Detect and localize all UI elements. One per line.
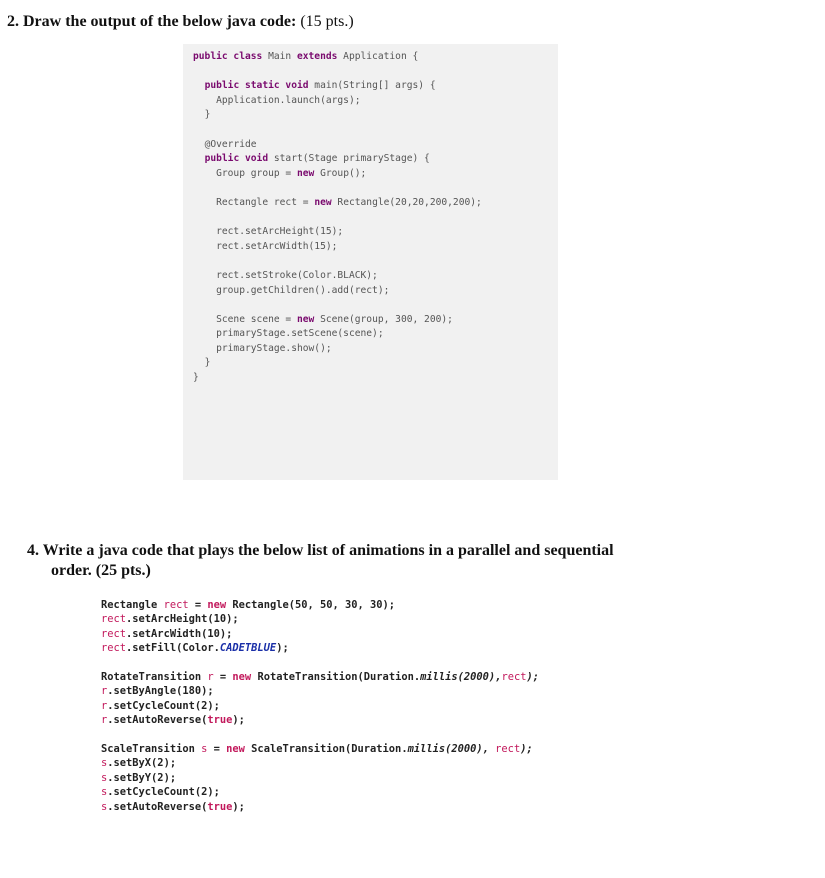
code-line: @Override — [204, 138, 257, 150]
code-line: } — [204, 109, 211, 121]
code-line: r.setByAngle(180); — [101, 685, 214, 698]
code-line: s.setAutoReverse(true); — [101, 800, 245, 813]
code-line: Scene scene = new Scene(group, 300, 200); — [216, 313, 453, 325]
code-line: } — [193, 372, 199, 384]
code-line: rect.setArcHeight(10); — [101, 613, 239, 626]
code-line: rect.setStroke(Color.BLACK); — [216, 269, 378, 281]
code-line: RotateTransition r = new RotateTransition(Duration.millis(2000),rect); — [101, 671, 539, 684]
code-line: } — [204, 357, 211, 369]
code-line: rect.setArcHeight(15); — [216, 226, 344, 238]
code-line: rect.setArcWidth(10); — [101, 627, 233, 640]
code-line: primaryStage.setScene(scene); — [216, 328, 384, 340]
code-line: group.getChildren().add(rect); — [216, 284, 390, 296]
code-line: s.setCycleCount(2); — [101, 786, 220, 799]
code-line: public static void main(String[] args) { — [204, 80, 436, 92]
code-line: primaryStage.show(); — [216, 342, 332, 354]
question-2-heading — [7, 12, 354, 32]
code-line: s.setByX(2); — [101, 757, 177, 770]
question-4-heading — [27, 541, 614, 581]
java-code-animations — [101, 598, 539, 814]
code-line: ScaleTransition s = new ScaleTransition(Duration.millis(2000), rect); — [101, 743, 533, 756]
code-block-question-2 — [183, 44, 558, 480]
question-number: 4. — [27, 542, 39, 559]
question-points: (15 pts.) — [300, 13, 354, 30]
question-text: Write a java code that plays the below list of animations in a parallel and sequential — [42, 542, 614, 559]
code-line: Application.launch(args); — [216, 94, 361, 106]
code-line: Group group = new Group(); — [216, 167, 367, 179]
code-line: Rectangle rect = new Rectangle(20,20,200,200); — [216, 196, 482, 208]
code-line: s.setByY(2); — [101, 771, 177, 784]
code-line: Rectangle rect = new Rectangle(50, 50, 30, 30); — [101, 599, 396, 611]
java-code-javafx — [193, 50, 558, 386]
code-line: public class Main extends Application { — [193, 51, 419, 62]
code-line: rect.setArcWidth(15); — [216, 240, 338, 252]
code-line: rect.setFill(Color.CADETBLUE); — [101, 642, 289, 655]
question-text: Draw the output of the below java code: — [23, 13, 297, 30]
question-number: 2. — [7, 13, 19, 30]
question-text-continued: order. (25 pts.) — [51, 562, 151, 579]
code-line: r.setAutoReverse(true); — [101, 714, 245, 727]
code-line: public void start(Stage primaryStage) { — [204, 153, 430, 165]
code-line: r.setCycleCount(2); — [101, 699, 220, 712]
